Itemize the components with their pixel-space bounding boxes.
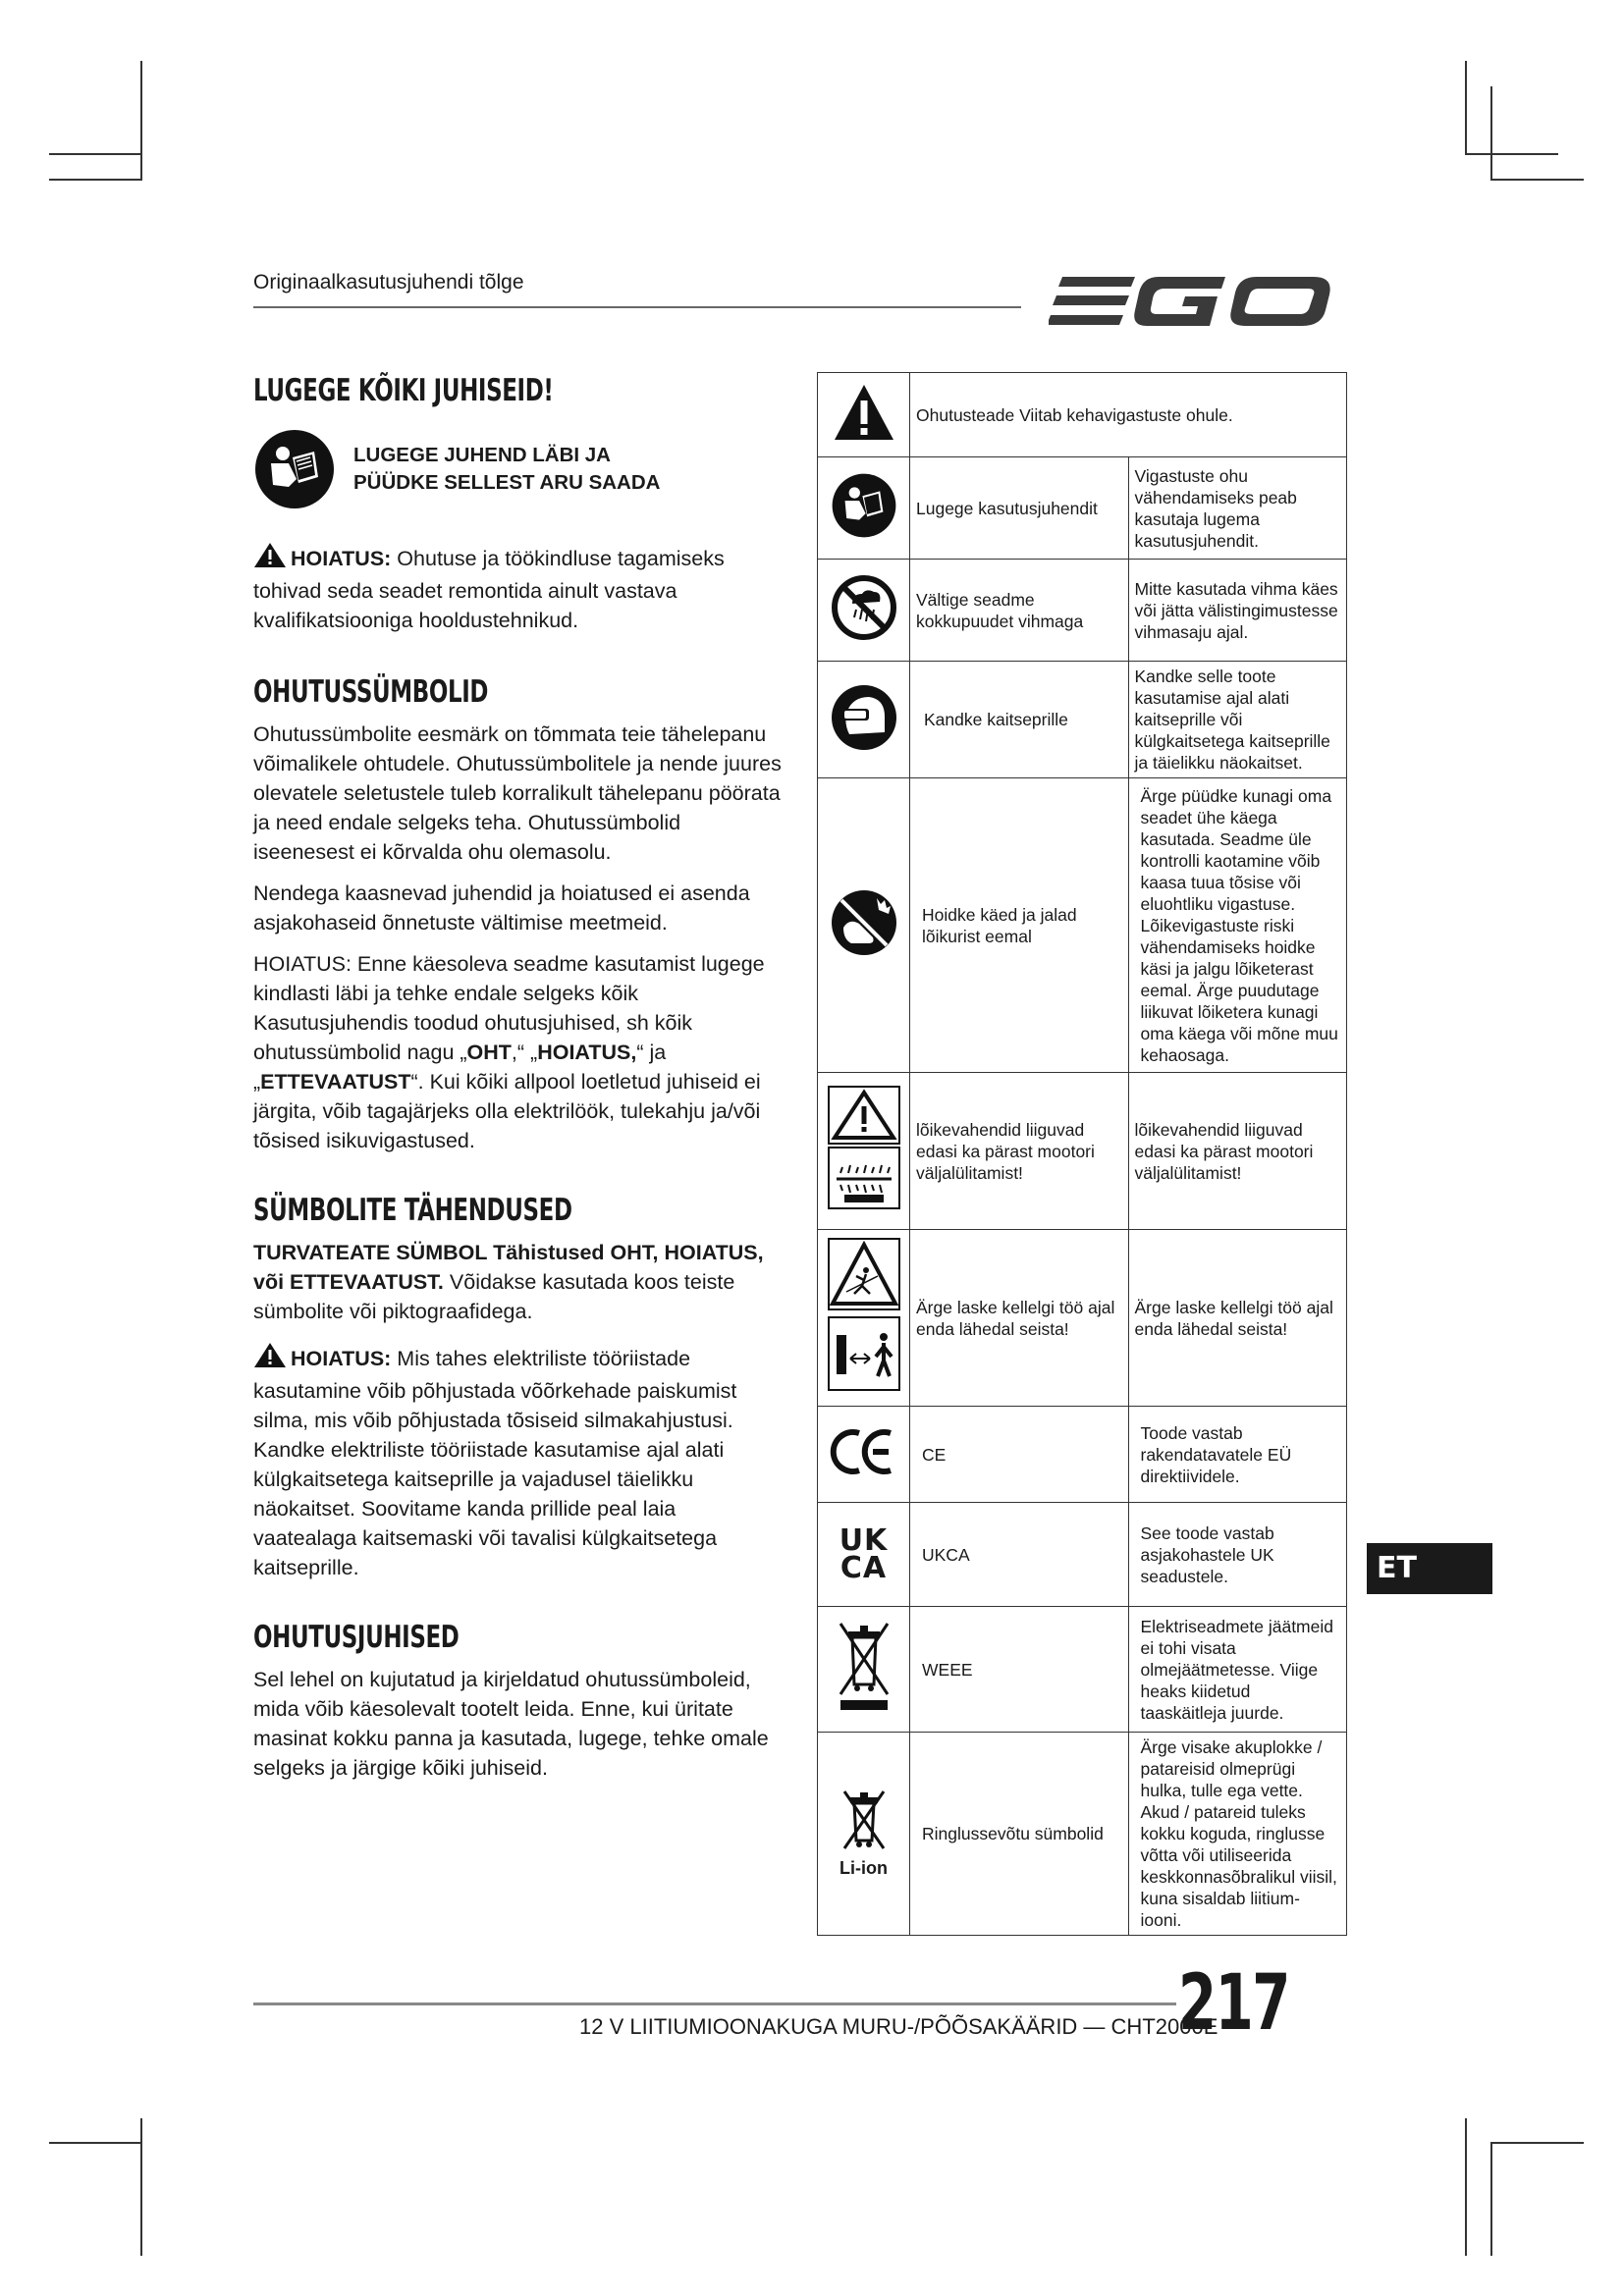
symbol-desc-cell: Ärge laske kellelgi töö ajal enda lähedal seista! (1128, 1230, 1347, 1407)
table-row (818, 1230, 1347, 1407)
symbol-desc-cell: Mitte kasutada vihma käes või jätta välistingimustesse vihmasaju ajal. (1128, 560, 1347, 662)
blades-coast-icon (827, 1085, 901, 1217)
no-rain-icon (831, 574, 897, 646)
left-column (253, 373, 784, 1783)
crop-mark (1465, 2118, 1467, 2256)
table-row (818, 1503, 1347, 1607)
header-title: Originaalkasutusjuhendi tõlge (253, 271, 524, 294)
footer-rule (253, 2002, 1176, 2005)
instructions-heading: OHUTUSJUHISED (253, 1620, 460, 1655)
warning-label: HOIATUS: (291, 1347, 392, 1370)
crop-mark (1465, 61, 1467, 154)
symbol-desc-cell: Ärge visake akuplokke / patareisid olmeprügi hulka, tulle ega vette. Akud / patareid tuleks kokku koguda, ringlusse võtta või utiliseerida keskkonnasõbralikul viisil, kuna sisaldab liitium-iooni. (1128, 1733, 1347, 1936)
para3-text-c: “ ja „ (253, 1041, 667, 1094)
table-row (818, 1407, 1347, 1503)
read-all-heading: LUGEGE KÕIKI JUHISEID! (253, 373, 554, 408)
para3-ettevaatust: ETTEVAATUST (260, 1070, 411, 1094)
symbol-desc-cell: Ärge püüdke kunagi oma seadet ühe käega kasutada. Seadme üle kontrolli kaotamine võib kaasa tuua tõsise või eluohtliku vigastuse. Lõikevigastuste riski vähendamiseks hoidke käsi ja jalgu lõiketerast eemal. Ärge puudutage liikuvat lõiketera kunagi oma käega või mõne muu kehaosaga. (1128, 778, 1347, 1073)
crop-mark (140, 61, 142, 179)
meanings-para1-rest: Võidakse kasutada koos teiste sümbolite või piktograafidega. (253, 1270, 735, 1323)
symbol-name-cell: Hoidke käed ja jalad lõikurist eemal (910, 778, 1129, 1073)
para3-text-a: HOIATUS: Enne käesoleva seadme kasutamist lugege kindlasti läbi ja tehke endale selgeks kõik Kasutusjuhendis toodud ohutusjuhised, sh kõik ohutussümbolid nagu „ (253, 952, 765, 1064)
symbol-icon-cell (818, 560, 910, 662)
keep-bystanders-away-icon (827, 1237, 901, 1399)
symbol-name-cell: Lugege kasutusjuhendit (910, 457, 1129, 560)
crop-mark (49, 153, 142, 155)
li-ion-label: Li-ion (839, 1857, 888, 1878)
read-manual-icon (253, 428, 336, 510)
symbol-table (817, 372, 1347, 1936)
symbol-desc-cell: See toode vastab asjakohastele UK seadustele. (1128, 1503, 1347, 1607)
warning-triangle-icon (253, 1342, 287, 1376)
symbol-name-cell: Ärge laske kellelgi töö ajal enda lähedal seista! (910, 1230, 1129, 1407)
crop-mark (1465, 153, 1558, 155)
table-row (818, 662, 1347, 778)
meanings-para1-bold: TURVATEATE SÜMBOL Tähistused OHT, HOIATUS, või ETTEVAATUST. (253, 1241, 764, 1294)
crop-mark (1490, 86, 1492, 180)
crop-mark (1490, 2142, 1492, 2256)
read-manual-line1: LUGEGE JUHEND LÄBI JA (353, 444, 611, 466)
symbol-desc-cell: Elektriseadmete jäätmeid ei tohi visata olmejäätmetesse. Viige heaks kiidetud taaskäitleja juurde. (1128, 1607, 1347, 1733)
symbol-icon-cell (818, 1230, 910, 1407)
symbol-icon-cell (818, 778, 910, 1073)
symbol-desc-cell: Toode vastab rakendatavatele EÜ direktiividele. (1128, 1407, 1347, 1503)
symbol-icon-cell (818, 1607, 910, 1733)
crop-mark (1490, 2142, 1584, 2144)
crop-mark (140, 2118, 142, 2256)
table-row (818, 778, 1347, 1073)
crop-mark (1490, 179, 1584, 181)
symbol-name-cell: lõikevahendid liiguvad edasi ka pärast mootori väljalülitamist! (910, 1073, 1129, 1230)
meanings-warning-paragraph (253, 1342, 784, 1582)
warning-label: HOIATUS: (291, 547, 392, 570)
table-row (818, 373, 1347, 457)
para3-text-d: “. Kui kõiki allpool loetletud juhiseid ei järgita, võib tagajärjeks olla elektrilöök, tulekahju ja/või tõsised isikuvigastused. (253, 1070, 761, 1152)
symbol-icon-cell (818, 373, 910, 457)
read-manual-line2: PÜÜDKE SELLEST ARU SAADA (353, 471, 661, 494)
crop-mark (49, 179, 142, 181)
hands-away-icon (830, 888, 898, 962)
safety-symbols-para3 (253, 949, 784, 1155)
para3-text-b: ,“ „ (511, 1041, 538, 1064)
ukca-icon-text-top: UK (839, 1522, 889, 1558)
weee-icon (835, 1620, 893, 1719)
footer-title: 12 V LIITIUMIOONAKUGA MURU-/PÕÕSAKÄÄRID — CHT2000E (579, 2014, 1218, 2039)
header-rule (253, 306, 1021, 308)
warning-text: Mis tahes elektriliste tööriistade kasutamine võib põhjustada võõrkehade paiskumist silma, mis võib põhjustada tõsiseid silmakahjustusi. Kandke elektriliste tööriistade kasutamise ajal alati külgkaitsetega kaitseprille ja vajadusel täielikku näokaitset. Soovitame kanda prillide peal laia vaatealaga kaitsemaski või tavalisi külgkaitsetega kaitseprille. (253, 1347, 737, 1579)
ego-logo (1049, 263, 1343, 342)
crop-mark (49, 2142, 142, 2144)
read-manual-icon (831, 472, 897, 544)
symbol-name-cell: CE (910, 1407, 1129, 1503)
li-ion-recycling-icon (835, 1789, 893, 1879)
symbol-name-cell: Vältige seadme kokkupuudet vihmaga (910, 560, 1129, 662)
symbol-icon-cell (818, 457, 910, 560)
page-number: 217 (1178, 1959, 1289, 2048)
table-row (818, 560, 1347, 662)
symbol-icon-cell (818, 662, 910, 778)
warning-triangle-icon (253, 542, 287, 576)
table-row (818, 1607, 1347, 1733)
para3-oht: OHT (466, 1041, 512, 1064)
read-manual-block (253, 428, 784, 510)
eye-protection-icon (830, 683, 898, 757)
safety-symbols-para1: Ohutussümbolite eesmärk on tõmmata teie tähelepanu võimalikele ohtudele. Ohutussümbolitele ja nende juures olevatele seletustele tuleb korralikult tähelepanu pöörata ja need endale selgeks teha. Ohutussümbolid iseenesest ei kõrvalda ohu olemasolu. (253, 722, 782, 864)
ce-mark-icon (830, 1427, 898, 1481)
safety-symbols-para2: Nendega kaasnevad juhendid ja hoiatused ei asenda asjakohaseid õnnetuste vältimise meetmeid. (253, 881, 750, 934)
symbol-desc-cell: Vigastuste ohu vähendamiseks peab kasutaja lugema kasutusjuhendit. (1128, 457, 1347, 560)
symbol-name-cell: UKCA (910, 1503, 1129, 1607)
warning-repair-paragraph (253, 542, 784, 635)
table-row (818, 1733, 1347, 1936)
safety-symbols-heading: OHUTUSSÜMBOLID (253, 674, 489, 710)
warning-text: Ohutuse ja töökindluse tagamiseks tohivad seda seadet remontida ainult vastava kvalifikatsiooniga hooldustehnikud. (253, 547, 725, 632)
symbol-name-cell: WEEE (910, 1607, 1129, 1733)
table-row (818, 457, 1347, 560)
meanings-para1 (253, 1238, 784, 1326)
symbol-icon-cell (818, 1407, 910, 1503)
ukca-icon-text-bottom: CA (839, 1550, 888, 1585)
meanings-heading: SÜMBOLITE TÄHENDUSED (253, 1193, 572, 1228)
para3-hoiatus: HOIATUS, (537, 1041, 637, 1064)
symbol-name-cell: Kandke kaitseprille (910, 662, 1129, 778)
symbol-desc-cell: Kandke selle toote kasutamise ajal alati kaitseprille või külgkaitsetega kaitseprille ja täielikku näokaitset. (1128, 662, 1347, 778)
symbol-name-cell: Ringlussevõtu sümbolid (910, 1733, 1129, 1936)
symbol-icon-cell (818, 1733, 910, 1936)
ukca-mark-icon (839, 1522, 889, 1585)
table-row (818, 1073, 1347, 1230)
symbol-icon-cell (818, 1073, 910, 1230)
warning-triangle-icon (833, 383, 895, 447)
instructions-para: Sel lehel on kujutatud ja kirjeldatud ohutussümboleid, mida võib käesolevalt tootelt leida. Enne, kui üritate masinat kokku panna ja kasutada, lugege, tehke omale selgeks ja järgige kõiki juhiseid. (253, 1668, 769, 1780)
symbol-icon-cell (818, 1503, 910, 1607)
symbol-desc-cell: lõikevahendid liiguvad edasi ka pärast mootori väljalülitamist! (1128, 1073, 1347, 1230)
symbol-name-cell: Ohutusteade Viitab kehavigastuste ohule. (910, 373, 1347, 457)
language-tab: ET (1367, 1543, 1492, 1594)
